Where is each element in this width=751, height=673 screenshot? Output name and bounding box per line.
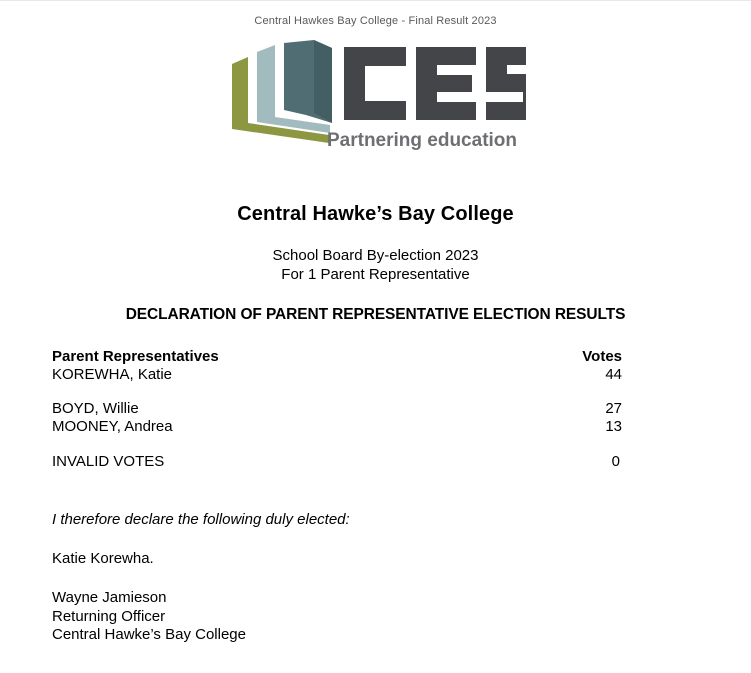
officer-organisation: Central Hawke’s Bay College: [52, 626, 246, 643]
invalid-votes-count: 0: [611, 453, 620, 470]
row-spacer: [52, 384, 622, 400]
elected-candidate-name: Katie Korewha.: [52, 550, 154, 567]
candidate-votes: 27: [605, 400, 622, 417]
table-row: [52, 366, 622, 384]
results-table: [0, 348, 751, 471]
ces-logo-tagline: Partnering education: [326, 130, 517, 151]
invalid-votes-row: [52, 453, 622, 471]
officer-role: Returning Officer: [52, 607, 166, 625]
candidate-name: MOONEY, Andrea: [52, 418, 173, 435]
ces-logo: [226, 39, 526, 157]
table-row: [52, 400, 622, 418]
declaration-statement: I therefore declare the following duly elected:: [52, 511, 350, 528]
ces-wordmark-letters: [344, 47, 526, 120]
column-header-name: Parent Representatives: [52, 348, 219, 365]
subtitle-line-2: For 1 Parent Representative: [281, 266, 470, 283]
officer-name: Wayne Jamieson: [52, 589, 167, 606]
subtitle-block: [0, 246, 751, 284]
row-spacer: [52, 436, 622, 453]
invalid-votes-label: INVALID VOTES: [52, 453, 165, 470]
column-header-votes: Votes: [582, 348, 622, 365]
signature-block: [0, 589, 751, 645]
table-row: [52, 418, 622, 436]
document-header-caption: Central Hawkes Bay College - Final Result 2023: [254, 15, 497, 27]
page-title: Central Hawke’s Bay College: [237, 203, 514, 225]
subtitle-line-1: School Board By-election 2023: [272, 247, 479, 264]
candidate-name: BOYD, Willie: [52, 400, 139, 417]
candidate-votes: 13: [605, 418, 622, 435]
declaration-heading: DECLARATION OF PARENT REPRESENTATIVE ELECTION RESULTS: [125, 306, 626, 323]
candidate-votes: 44: [605, 366, 622, 383]
candidate-name: KOREWHA, Katie: [52, 366, 173, 383]
table-header-row: [52, 348, 622, 366]
logo-container: [0, 39, 751, 157]
ces-logo-graphic: [226, 39, 526, 157]
